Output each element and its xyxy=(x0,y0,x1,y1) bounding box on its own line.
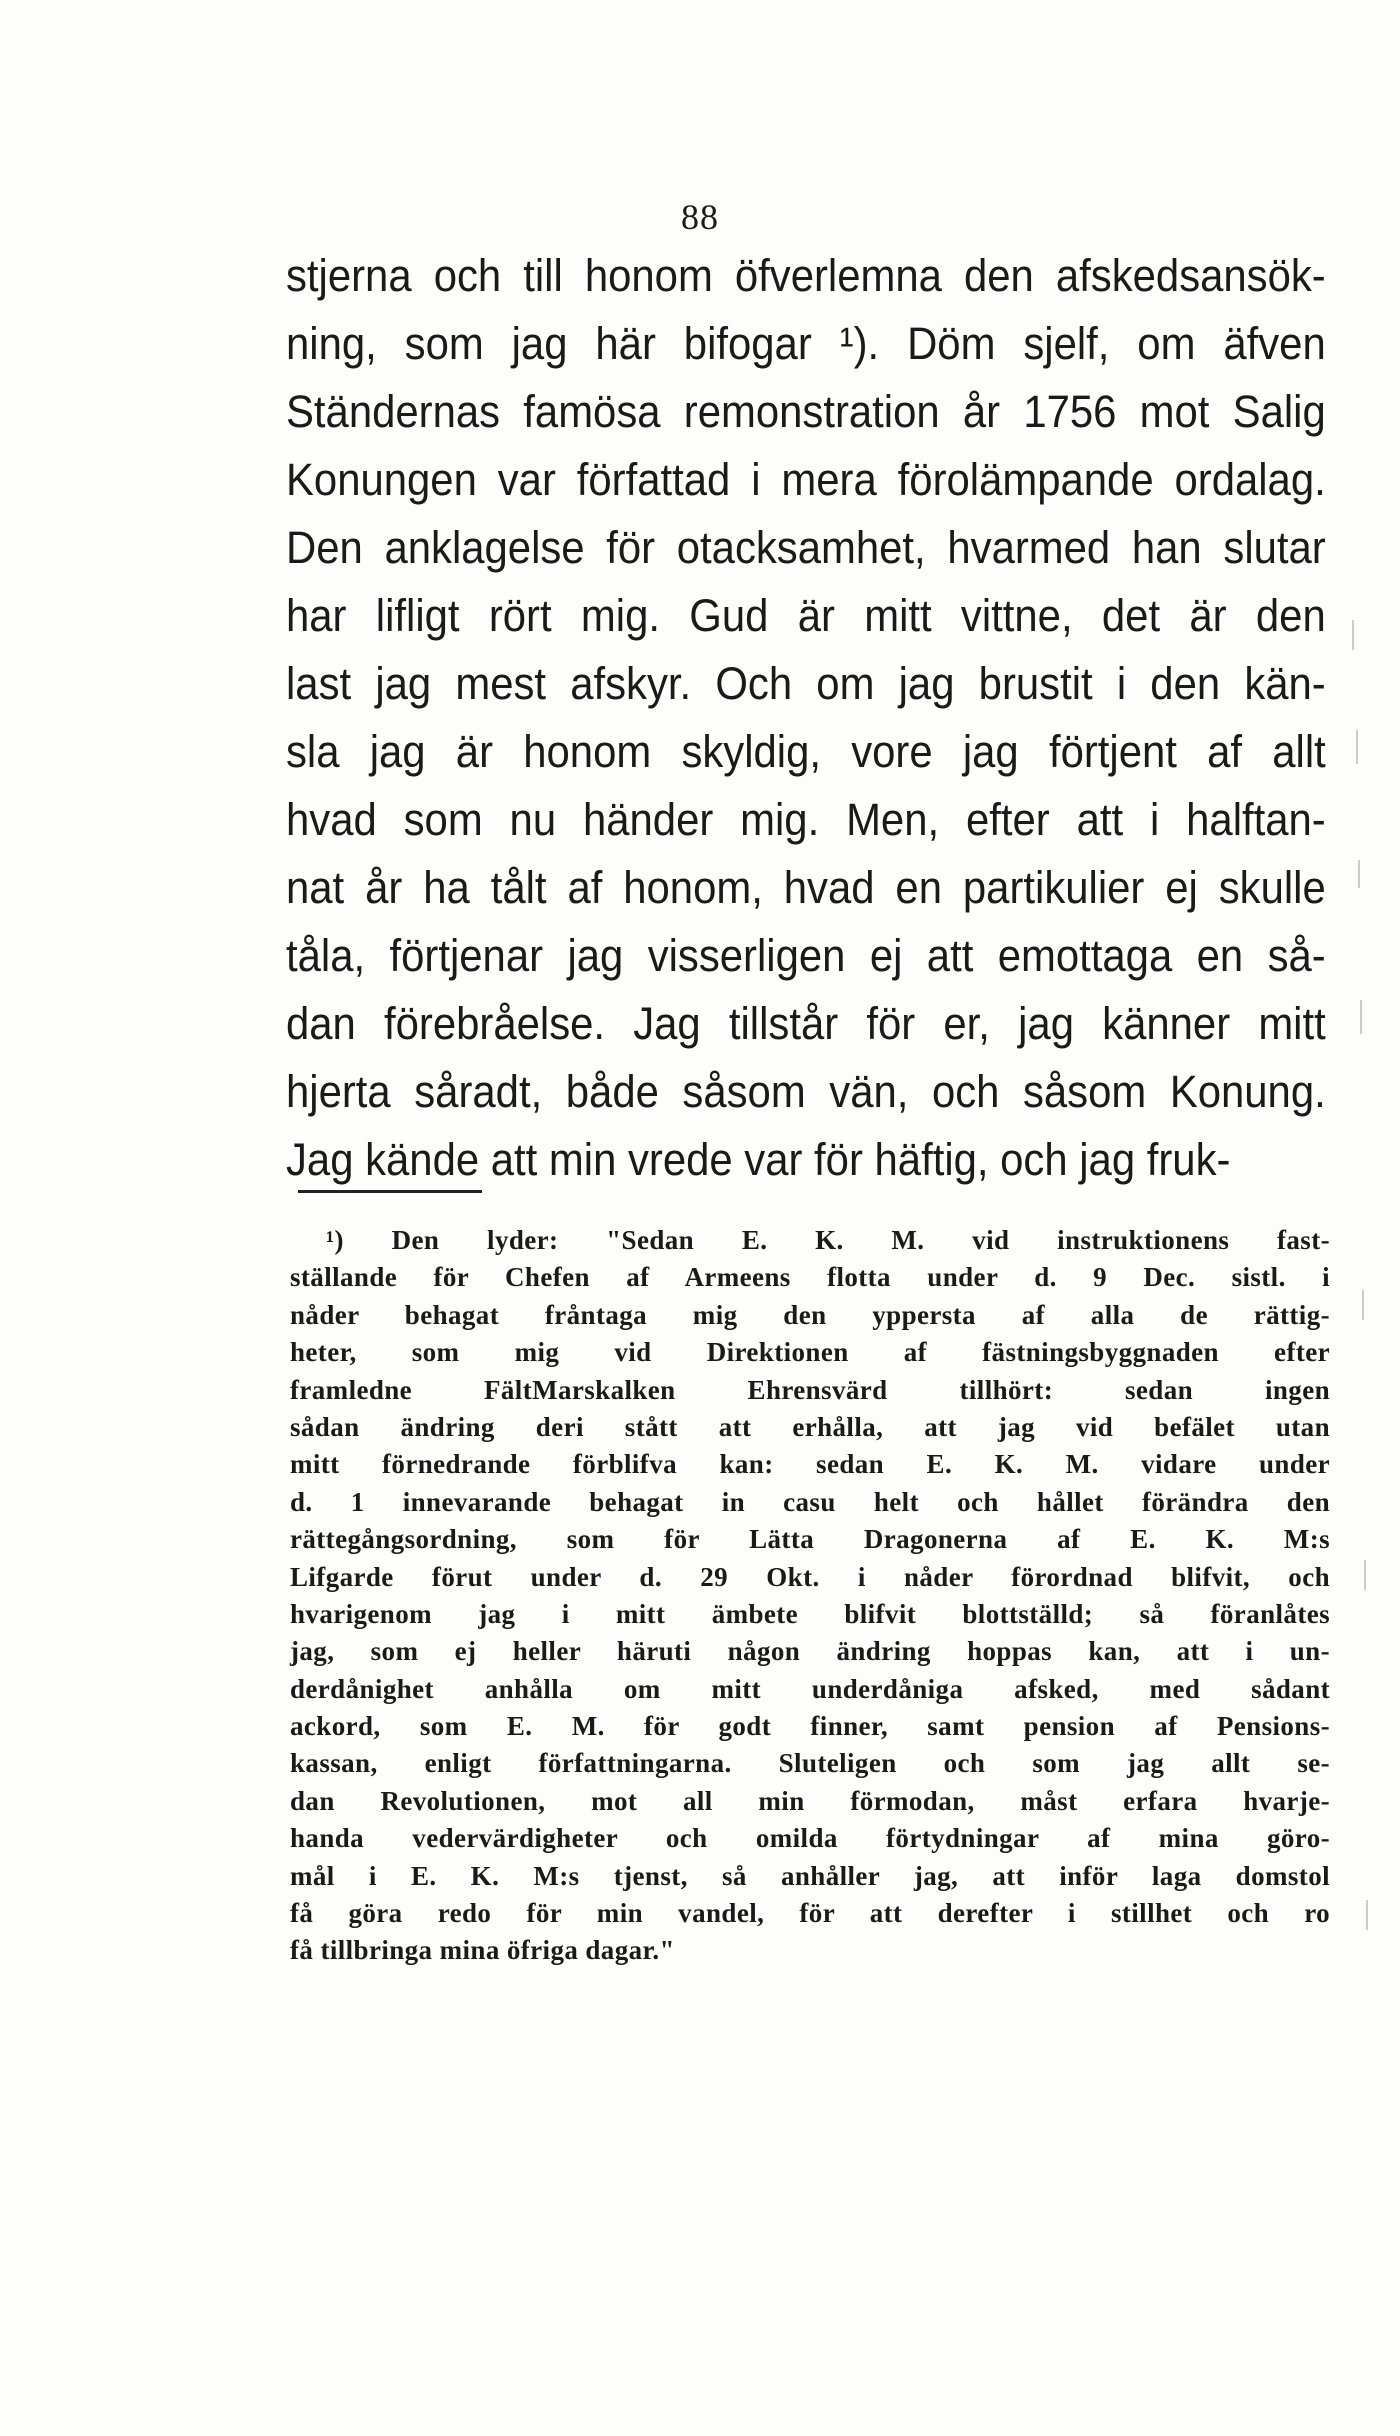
footnote-line: jag, som ej heller häruti någon ändring hoppas kan, att i un- xyxy=(290,1636,1330,1667)
footnote-line: heter, som mig vid Direktionen af fästningsbyggnaden efter xyxy=(290,1337,1330,1368)
footnote-line: framledne FältMarskalken Ehrensvärd tillhört: sedan ingen xyxy=(290,1374,1330,1405)
footnote-separator xyxy=(298,1190,482,1193)
text-line: har lifligt rört mig. Gud är mitt vittne, det är den xyxy=(286,590,1326,641)
text-line: nat år ha tålt af honom, hvad en partikulier ej skulle xyxy=(286,862,1326,913)
text-line: hjerta såradt, både såsom vän, och såsom Konung. xyxy=(286,1066,1326,1117)
footnote-line: mitt förnedrande förblifva kan: sedan E. K. M. vidare under xyxy=(290,1449,1330,1480)
footnote-line: kassan, enligt författningarna. Sluteligen och som jag allt se- xyxy=(290,1748,1330,1779)
text-line: Den anklagelse för otacksamhet, hvarmed han slutar xyxy=(286,522,1326,573)
footnote-line: nåder behagat fråntaga mig den yppersta af alla de rättig- xyxy=(290,1299,1330,1330)
text-line: Jag kände att min vrede var för häftig, och jag fruk- xyxy=(286,1134,1231,1185)
footnote-line: få tillbringa mina öfriga dagar." xyxy=(290,1935,675,1966)
text-line: Konungen var författad i mera förolämpande ordalag. xyxy=(286,454,1326,505)
main-text xyxy=(286,242,1326,1194)
footnote-line: Lifgarde förut under d. 29 Okt. i nåder förordnad blifvit, och xyxy=(290,1561,1330,1592)
text-line: ning, som jag här bifogar ¹). Döm sjelf, om äfven xyxy=(286,318,1326,369)
text-line: sla jag är honom skyldig, vore jag förtjent af allt xyxy=(286,726,1326,777)
footnote-line: hvarigenom jag i mitt ämbete blifvit blottställd; så föranlåtes xyxy=(290,1598,1330,1629)
text-line: last jag mest afskyr. Och om jag brustit i den kän- xyxy=(286,658,1326,709)
footnote-line: ställande för Chefen af Armeens flotta under d. 9 Dec. sistl. i xyxy=(290,1262,1330,1293)
scan-edge-mark xyxy=(1366,1900,1368,1930)
footnote-line: sådan ändring deri stått att erhålla, att jag vid befälet utan xyxy=(290,1411,1330,1442)
scan-edge-mark xyxy=(1352,620,1354,650)
text-line: tåla, förtjenar jag visserligen ej att emottaga en så- xyxy=(286,930,1326,981)
footnote-line: d. 1 innevarande behagat in casu helt och hållet förändra den xyxy=(290,1486,1330,1517)
scan-edge-mark xyxy=(1356,730,1358,764)
text-line: hvad som nu händer mig. Men, efter att i halftan- xyxy=(286,794,1326,845)
text-line: stjerna och till honom öfverlemna den afskedsansök- xyxy=(286,250,1326,301)
footnote-line: ackord, som E. M. för godt finner, samt pension af Pensions- xyxy=(290,1711,1330,1742)
footnote-line: rättegångsordning, som för Lätta Dragonerna af E. K. M:s xyxy=(290,1524,1330,1555)
text-line: dan förebråelse. Jag tillstår för er, jag känner mitt xyxy=(286,998,1326,1049)
scan-edge-mark xyxy=(1360,1000,1362,1034)
scan-edge-mark xyxy=(1358,860,1360,888)
footnote-line: få göra redo för min vandel, för att derefter i stillhet och ro xyxy=(290,1898,1330,1929)
scan-edge-mark xyxy=(1362,1290,1364,1320)
footnote xyxy=(290,1222,1330,1970)
scan-edge-mark xyxy=(1364,1560,1366,1590)
footnote-line: mål i E. K. M:s tjenst, så anhåller jag, att inför laga domstol xyxy=(290,1860,1330,1891)
footnote-line: handa vedervärdigheter och omilda förtydningar af mina göro- xyxy=(290,1823,1330,1854)
text-line: Ständernas famösa remonstration år 1756 mot Salig xyxy=(286,386,1326,437)
footnote-line: ¹) Den lyder: "Sedan E. K. M. vid instruktionens fast- xyxy=(326,1225,1330,1255)
footnote-line: derdånighet anhålla om mitt underdåniga afsked, med sådant xyxy=(290,1673,1330,1704)
footnote-line: dan Revolutionen, mot all min förmodan, måst erfara hvarje- xyxy=(290,1785,1330,1816)
page-number: 88 xyxy=(681,197,719,237)
